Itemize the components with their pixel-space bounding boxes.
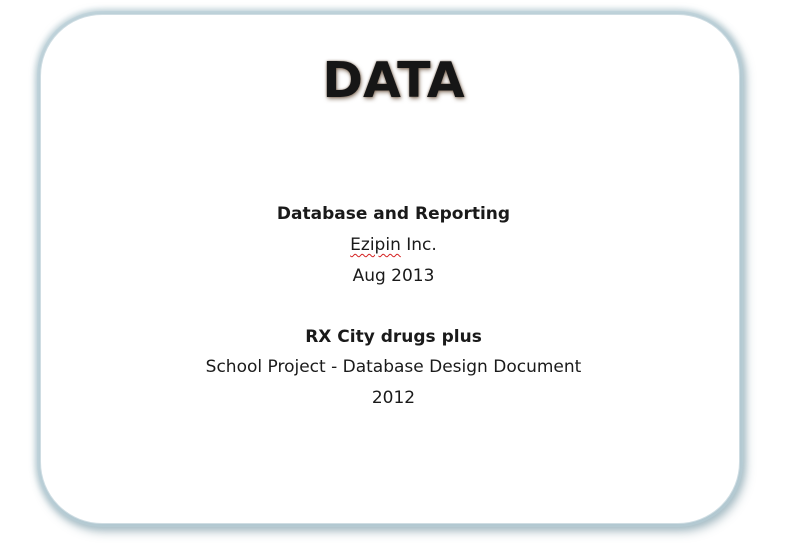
document-title: DATA [322,52,465,109]
project2-heading: RX City drugs plus [305,327,482,347]
project2-description: School Project - Database Design Document [205,357,582,377]
project1-company [0,234,787,256]
project1-date: Aug 2013 [352,266,435,286]
company-suffix: Inc. [400,235,437,255]
project1-heading: Database and Reporting [276,204,511,224]
project2-year: 2012 [371,388,416,408]
company-name: Ezipin [350,235,401,255]
